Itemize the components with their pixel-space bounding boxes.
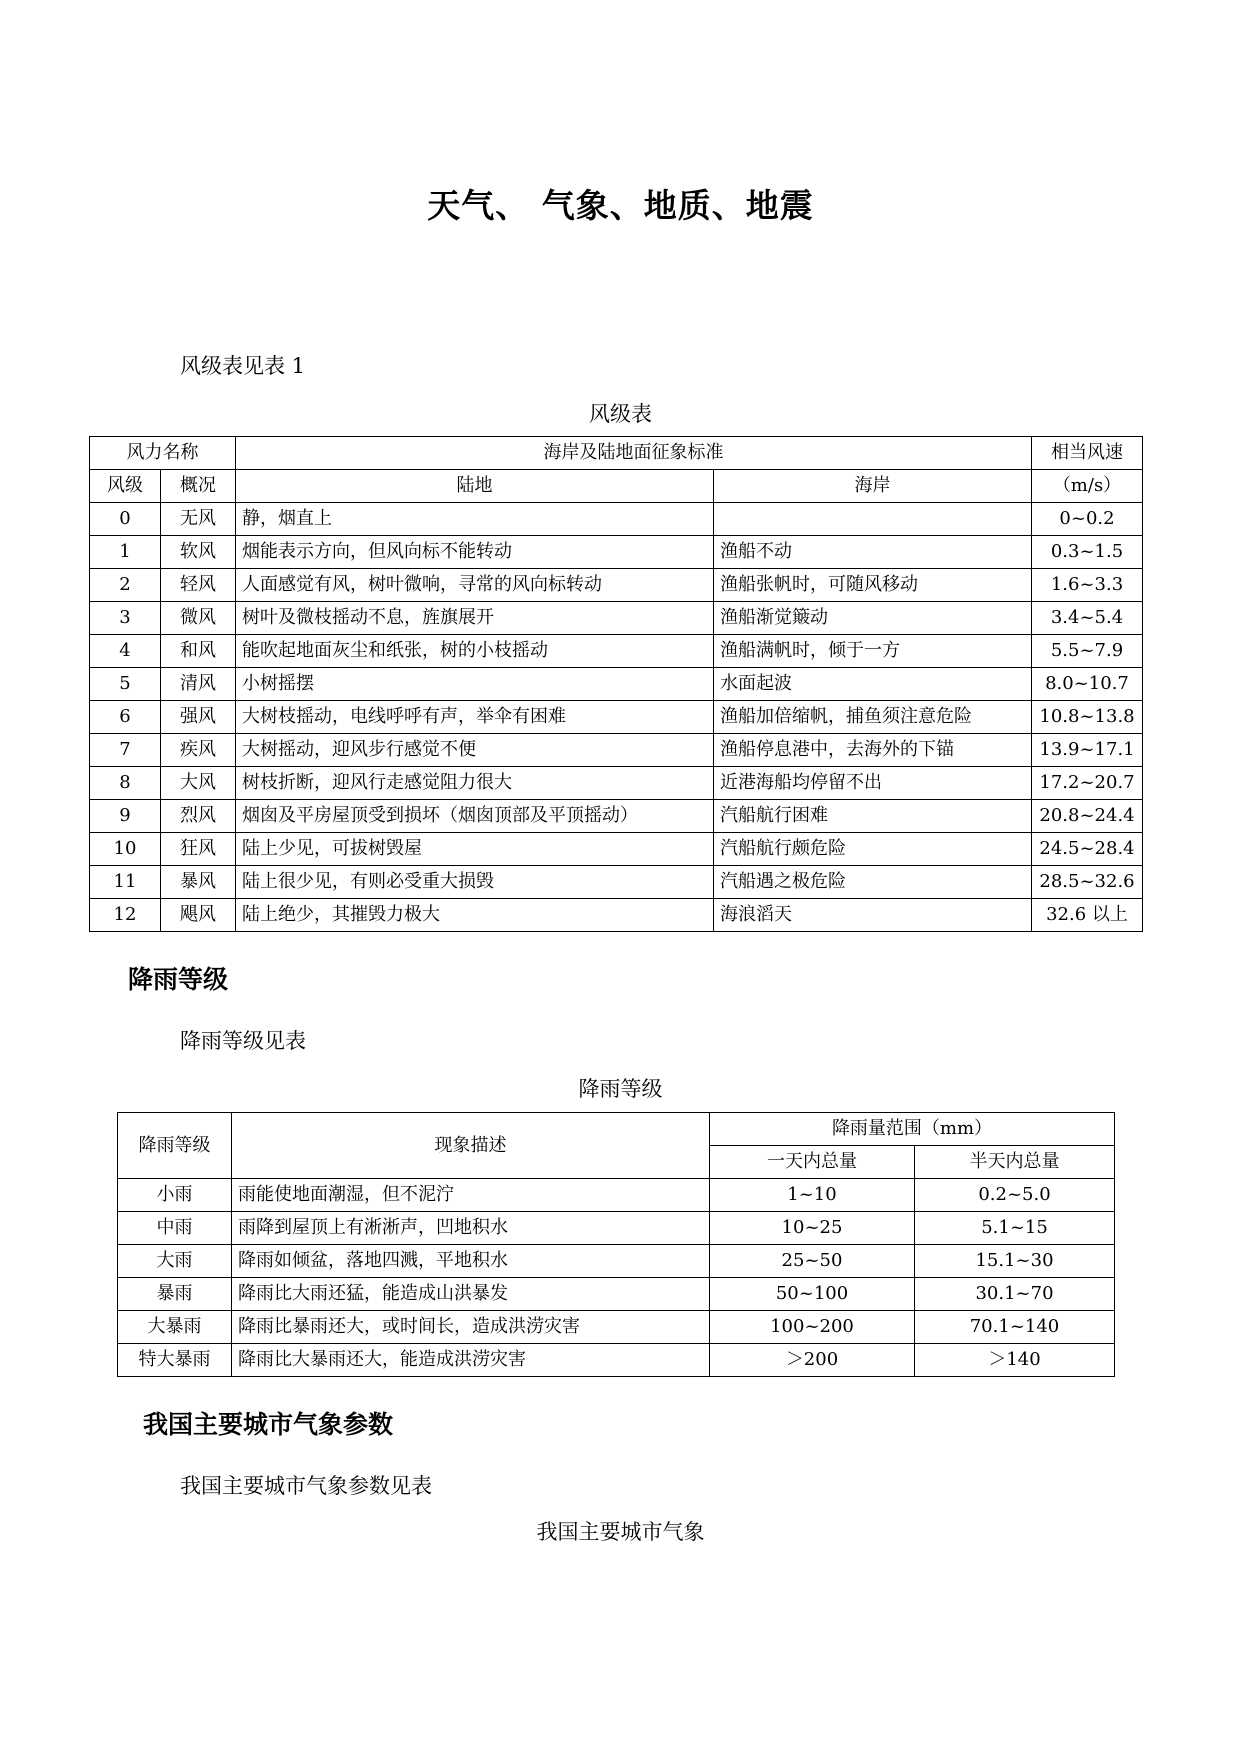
- rain-day-cell: 10~25: [710, 1212, 915, 1245]
- table-row: [90, 701, 1143, 734]
- wind-table-caption: 风级表: [589, 402, 652, 426]
- table-row: [118, 1179, 1115, 1212]
- rain-halfday-cell: 5.1~15: [915, 1212, 1115, 1245]
- header-description: 现象描述: [232, 1113, 710, 1179]
- wind-grade-cell: 0: [90, 503, 161, 536]
- wind-land-cell: 陆上绝少，其摧毁力极大: [236, 899, 714, 932]
- wind-land-cell: 大树摇动，迎风步行感觉不便: [236, 734, 714, 767]
- rain-grade-cell: 中雨: [118, 1212, 232, 1245]
- wind-grade-cell: 1: [90, 536, 161, 569]
- table-row: [90, 602, 1143, 635]
- table-row: [118, 1212, 1115, 1245]
- cities-section-heading: 我国主要城市气象参数: [143, 1410, 394, 1439]
- wind-speed-cell: 20.8~24.4: [1032, 800, 1143, 833]
- header-overview: 概况: [161, 470, 236, 503]
- rain-grade-cell: 小雨: [118, 1179, 232, 1212]
- wind-coast-cell: [714, 503, 1032, 536]
- rain-halfday-cell: 30.1~70: [915, 1278, 1115, 1311]
- wind-coast-cell: 渔船满帆时，倾于一方: [714, 635, 1032, 668]
- wind-land-cell: 烟能表示方向，但风向标不能转动: [236, 536, 714, 569]
- rain-section-heading: 降雨等级: [128, 965, 229, 994]
- rain-description-cell: 降雨比暴雨还大，或时间长，造成洪涝灾害: [232, 1311, 710, 1344]
- rain-description-cell: 雨降到屋顶上有淅淅声，凹地积水: [232, 1212, 710, 1245]
- rain-table-caption: 降雨等级: [578, 1077, 663, 1101]
- wind-speed-cell: 0~0.2: [1032, 503, 1143, 536]
- wind-speed-cell: 5.5~7.9: [1032, 635, 1143, 668]
- wind-coast-cell: 海浪滔天: [714, 899, 1032, 932]
- rain-grade-cell: 大暴雨: [118, 1311, 232, 1344]
- header-speed-label: 相当风速: [1032, 437, 1143, 470]
- wind-coast-cell: 汽船航行颇危险: [714, 833, 1032, 866]
- wind-land-cell: 人面感觉有风，树叶微响，寻常的风向标转动: [236, 569, 714, 602]
- rain-description-cell: 降雨比大暴雨还大，能造成洪涝灾害: [232, 1344, 710, 1377]
- wind-grade-cell: 8: [90, 767, 161, 800]
- rain-halfday-cell: 0.2~5.0: [915, 1179, 1115, 1212]
- wind-land-cell: 静，烟直上: [236, 503, 714, 536]
- wind-coast-cell: 渔船张帆时，可随风移动: [714, 569, 1032, 602]
- cities-intro: 我国主要城市气象参数见表: [180, 1474, 432, 1498]
- wind-name-cell: 强风: [161, 701, 236, 734]
- wind-land-cell: 小树摇摆: [236, 668, 714, 701]
- wind-speed-cell: 28.5~32.6: [1032, 866, 1143, 899]
- wind-coast-cell: 水面起波: [714, 668, 1032, 701]
- rain-day-cell: 100~200: [710, 1311, 915, 1344]
- wind-name-cell: 清风: [161, 668, 236, 701]
- wind-name-cell: 大风: [161, 767, 236, 800]
- wind-grade-cell: 7: [90, 734, 161, 767]
- wind-grade-cell: 12: [90, 899, 161, 932]
- header-speed-unit: （m/s）: [1032, 470, 1143, 503]
- rain-grade-cell: 大雨: [118, 1245, 232, 1278]
- wind-speed-cell: 3.4~5.4: [1032, 602, 1143, 635]
- rain-day-cell: 50~100: [710, 1278, 915, 1311]
- wind-land-cell: 陆上少见，可拔树毁屋: [236, 833, 714, 866]
- table-row: [90, 767, 1143, 800]
- rain-day-cell: 1~10: [710, 1179, 915, 1212]
- wind-coast-cell: 汽船航行困难: [714, 800, 1032, 833]
- wind-speed-cell: 8.0~10.7: [1032, 668, 1143, 701]
- rain-halfday-cell: 15.1~30: [915, 1245, 1115, 1278]
- table-row: [90, 833, 1143, 866]
- table-row: [90, 866, 1143, 899]
- wind-grade-cell: 3: [90, 602, 161, 635]
- rainfall-grade-table: [117, 1112, 1115, 1377]
- page-title: 天气、 气象、地质、地震: [427, 186, 814, 225]
- wind-name-cell: 轻风: [161, 569, 236, 602]
- rain-description-cell: 降雨如倾盆，落地四溅，平地积水: [232, 1245, 710, 1278]
- wind-land-cell: 烟囱及平房屋顶受到损坏（烟囱顶部及平顶摇动）: [236, 800, 714, 833]
- header-day-total: 一天内总量: [710, 1146, 915, 1179]
- header-halfday-total: 半天内总量: [915, 1146, 1115, 1179]
- wind-grade-cell: 9: [90, 800, 161, 833]
- wind-name-cell: 狂风: [161, 833, 236, 866]
- wind-speed-cell: 32.6 以上: [1032, 899, 1143, 932]
- header-coast: 海岸: [714, 470, 1032, 503]
- wind-land-cell: 陆上很少见，有则必受重大损毁: [236, 866, 714, 899]
- wind-scale-table: [89, 436, 1143, 932]
- header-phenomena: 海岸及陆地面征象标准: [236, 437, 1032, 470]
- wind-land-cell: 树枝折断，迎风行走感觉阻力很大: [236, 767, 714, 800]
- wind-speed-cell: 24.5~28.4: [1032, 833, 1143, 866]
- wind-grade-cell: 6: [90, 701, 161, 734]
- table-row: [90, 569, 1143, 602]
- wind-coast-cell: 渔船不动: [714, 536, 1032, 569]
- wind-land-cell: 能吹起地面灰尘和纸张，树的小枝摇动: [236, 635, 714, 668]
- wind-coast-cell: 汽船遇之极危险: [714, 866, 1032, 899]
- table-row: [90, 734, 1143, 767]
- rain-halfday-cell: 70.1~140: [915, 1311, 1115, 1344]
- table-row: [118, 1344, 1115, 1377]
- wind-intro: 风级表见表 1: [180, 354, 306, 378]
- table-row: [90, 536, 1143, 569]
- table-row: [90, 503, 1143, 536]
- wind-speed-cell: 10.8~13.8: [1032, 701, 1143, 734]
- wind-coast-cell: 近港海船均停留不出: [714, 767, 1032, 800]
- wind-name-cell: 暴风: [161, 866, 236, 899]
- wind-coast-cell: 渔船渐觉簸动: [714, 602, 1032, 635]
- wind-name-cell: 软风: [161, 536, 236, 569]
- table-row: [118, 1278, 1115, 1311]
- rain-description-cell: 雨能使地面潮湿，但不泥泞: [232, 1179, 710, 1212]
- wind-speed-cell: 0.3~1.5: [1032, 536, 1143, 569]
- wind-name-cell: 飓风: [161, 899, 236, 932]
- wind-land-cell: 树叶及微枝摇动不息，旌旗展开: [236, 602, 714, 635]
- wind-grade-cell: 11: [90, 866, 161, 899]
- wind-coast-cell: 渔船停息港中，去海外的下锚: [714, 734, 1032, 767]
- table-row: [90, 899, 1143, 932]
- wind-coast-cell: 渔船加倍缩帆，捕鱼须注意危险: [714, 701, 1032, 734]
- rain-day-cell: 25~50: [710, 1245, 915, 1278]
- table-row: [90, 800, 1143, 833]
- wind-grade-cell: 5: [90, 668, 161, 701]
- wind-speed-cell: 17.2~20.7: [1032, 767, 1143, 800]
- header-grade: 风级: [90, 470, 161, 503]
- wind-speed-cell: 1.6~3.3: [1032, 569, 1143, 602]
- wind-name-cell: 无风: [161, 503, 236, 536]
- table-row: [90, 668, 1143, 701]
- wind-name-cell: 烈风: [161, 800, 236, 833]
- wind-land-cell: 大树枝摇动，电线呼呼有声，举伞有困难: [236, 701, 714, 734]
- rain-description-cell: 降雨比大雨还猛，能造成山洪暴发: [232, 1278, 710, 1311]
- wind-grade-cell: 2: [90, 569, 161, 602]
- header-rain-grade: 降雨等级: [118, 1113, 232, 1179]
- wind-name-cell: 微风: [161, 602, 236, 635]
- table-row: [90, 635, 1143, 668]
- header-range: 降雨量范围（mm）: [710, 1113, 1115, 1146]
- table-row: [118, 1311, 1115, 1344]
- wind-grade-cell: 10: [90, 833, 161, 866]
- rain-halfday-cell: ＞140: [915, 1344, 1115, 1377]
- wind-name-cell: 和风: [161, 635, 236, 668]
- header-land: 陆地: [236, 470, 714, 503]
- rain-intro: 降雨等级见表: [180, 1029, 306, 1053]
- wind-name-cell: 疾风: [161, 734, 236, 767]
- rain-day-cell: ＞200: [710, 1344, 915, 1377]
- header-wind-name: 风力名称: [90, 437, 236, 470]
- rain-grade-cell: 特大暴雨: [118, 1344, 232, 1377]
- wind-speed-cell: 13.9~17.1: [1032, 734, 1143, 767]
- table-row: [118, 1245, 1115, 1278]
- cities-table-caption: 我国主要城市气象: [536, 1520, 705, 1544]
- rain-grade-cell: 暴雨: [118, 1278, 232, 1311]
- wind-grade-cell: 4: [90, 635, 161, 668]
